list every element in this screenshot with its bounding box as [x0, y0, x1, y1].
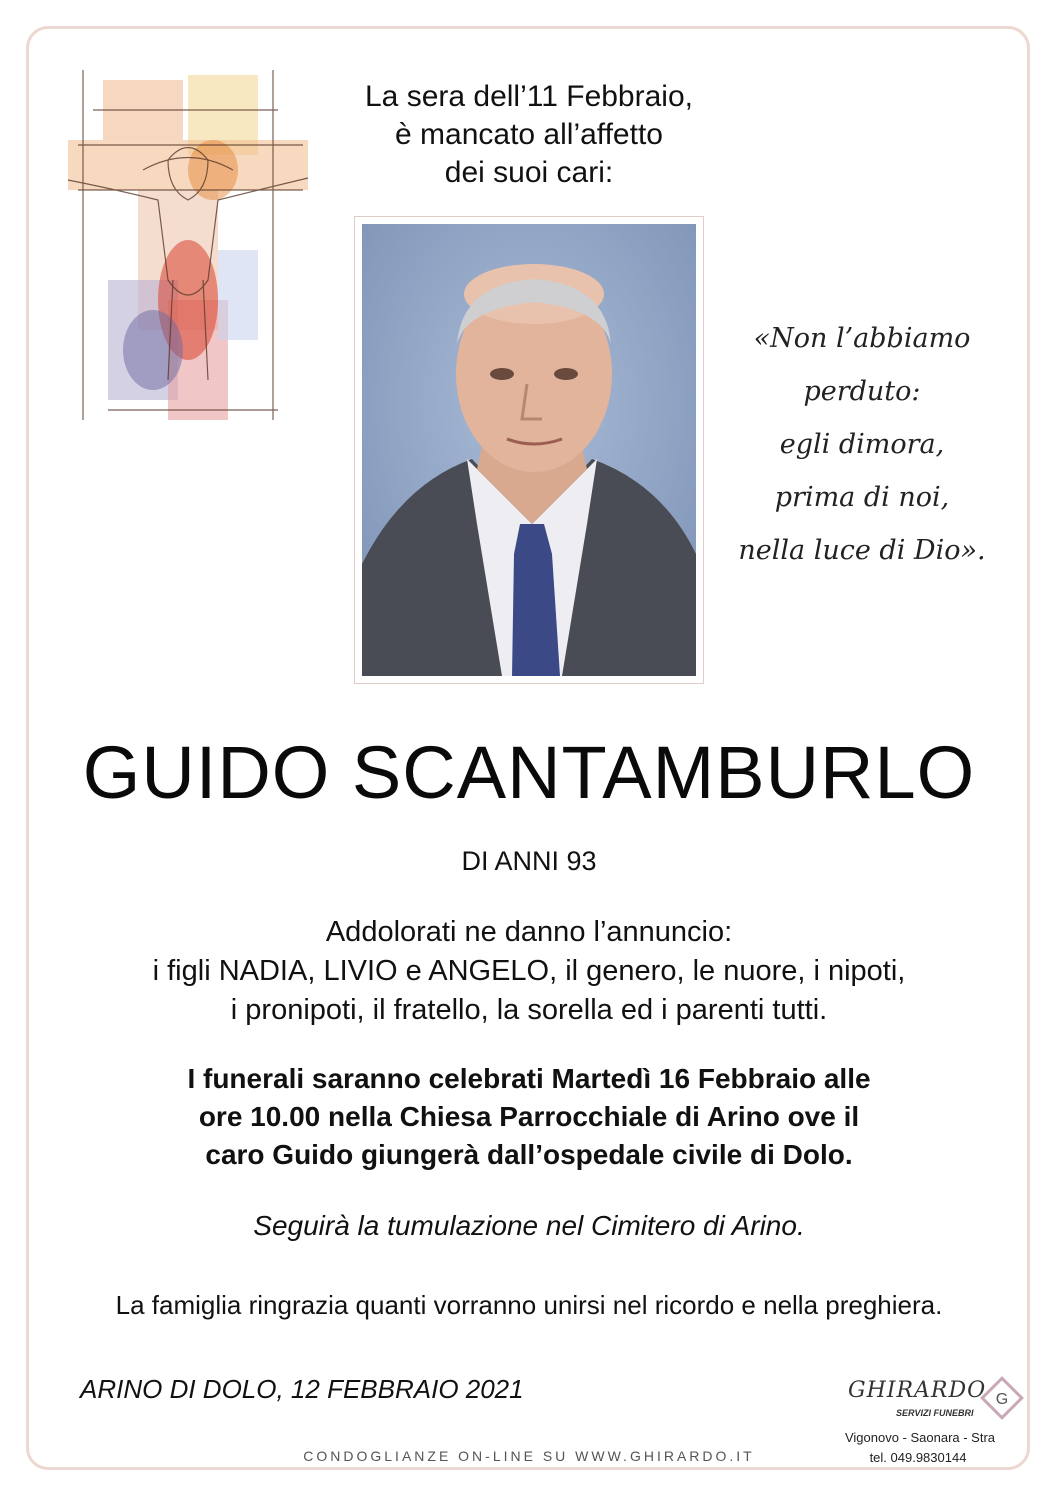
agency-name: GHIRARDO: [848, 1378, 987, 1403]
intro-text: [0, 78, 1058, 192]
deceased-name: GUIDO SCANTAMBURLO: [82, 731, 976, 814]
burial-notice: Seguirà la tumulazione nel Cimitero di Arino.: [253, 1210, 805, 1241]
announcement-line: Addolorati ne danno l’annuncio:: [325, 916, 733, 948]
announcement-line: i figli NADIA, LIVIO e ANGELO, il genero, le nuore, i nipoti,: [152, 955, 906, 987]
agency-mark-icon: [980, 1376, 1024, 1420]
agency-phone: tel. 049.9830144: [869, 1450, 967, 1465]
memorial-quote: [732, 312, 992, 577]
intro-line: dei suoi cari:: [444, 156, 614, 189]
intro-line: La sera dell’11 Febbraio,: [365, 80, 693, 113]
announcement: [0, 913, 1058, 1030]
quote-line: «Non l’abbiamo: [753, 323, 971, 354]
quote-line: egli dimora,: [779, 429, 945, 460]
agency-subtitle: SERVIZI FUNEBRI: [896, 1408, 974, 1418]
age: DI ANNI 93: [461, 846, 597, 876]
portrait-frame: [354, 216, 704, 684]
agency-logo: [834, 1376, 1034, 1424]
svg-text:G: G: [995, 1391, 1009, 1408]
quote-line: perduto:: [803, 376, 921, 407]
portrait-photo: [362, 224, 696, 676]
place-date: ARINO DI DOLO, 12 FEBBRAIO 2021: [80, 1374, 524, 1404]
funeral-line: caro Guido giungerà dall’ospedale civile di Dolo.: [205, 1139, 853, 1170]
funeral-line: ore 10.00 nella Chiesa Parrocchiale di Arino ove il: [198, 1101, 860, 1132]
thanks-note: La famiglia ringrazia quanti vorranno unirsi nel ricordo e nella preghiera.: [115, 1290, 943, 1320]
announcement-line: i pronipoti, il fratello, la sorella ed i parenti tutti.: [230, 994, 828, 1026]
quote-line: nella luce di Dio».: [738, 535, 986, 566]
funeral-line: I funerali saranno celebrati Martedì 16 Febbraio alle: [187, 1063, 871, 1094]
agency-branches: Vigonovo - Saonara - Stra: [844, 1430, 996, 1445]
funeral-details: [0, 1060, 1058, 1174]
intro-line: è mancato all’affetto: [395, 118, 663, 151]
condolences-link[interactable]: CONDOGLIANZE ON-LINE SU WWW.GHIRARDO.IT: [303, 1448, 755, 1464]
quote-line: prima di noi,: [774, 482, 950, 513]
